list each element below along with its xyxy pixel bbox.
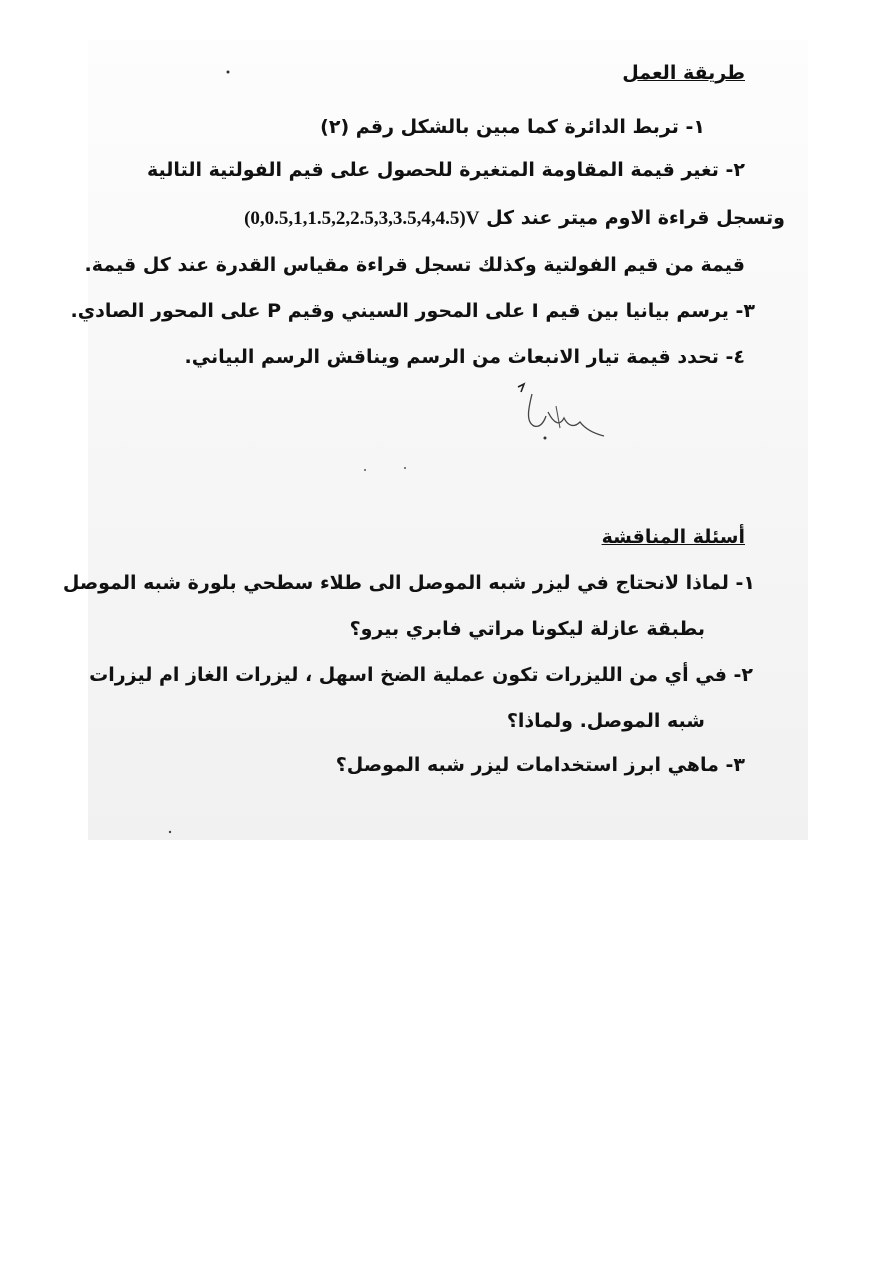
question-2-line-2: شبه الموصل. ولماذا؟ — [506, 710, 705, 732]
question-3: ٣- ماهي ابرز استخدامات ليزر شبه الموصل؟ — [335, 754, 745, 776]
question-1-line-1: ١- لماذا لانحتاج في ليزر شبه الموصل الى طلاء سطحي بلورة شبه الموصل — [62, 572, 755, 594]
step-4: ٤- تحدد قيمة تيار الانبعاث من الرسم ويناقش الرسم البياني. — [184, 346, 745, 368]
handwritten-signature — [510, 382, 610, 442]
procedure-heading: طريقة العمل — [622, 62, 745, 84]
step-2-line-1: ٢- تغير قيمة المقاومة المتغيرة للحصول على قيم الفولتية التالية — [147, 159, 745, 181]
step-2-line-2-text: وتسجل قراءة الاوم ميتر عند كل — [486, 207, 785, 229]
discussion-heading: أسئلة المناقشة — [601, 526, 745, 548]
question-1-line-2: بطبقة عازلة ليكونا مراتي فابري بيرو؟ — [349, 618, 705, 640]
question-2-line-1: ٢- في أي من الليزرات تكون عملية الضخ اسهل ، ليزرات الغاز ام ليزرات — [89, 664, 753, 686]
step-1: ١- تربط الدائرة كما مبين بالشكل رقم (٢) — [320, 116, 705, 138]
voltage-values: (0,0.5,1,1.5,2,2.5,3,3.5,4,4.5)V — [244, 208, 480, 229]
step-2-line-3: قيمة من قيم الفولتية وكذلك تسجل قراءة مقياس القدرة عند كل قيمة. — [84, 254, 745, 276]
step-2-line-2 — [244, 207, 785, 230]
step-3: ٣- يرسم بيانيا بين قيم I على المحور السيني وقيم P على المحور الصادي. — [70, 300, 755, 322]
